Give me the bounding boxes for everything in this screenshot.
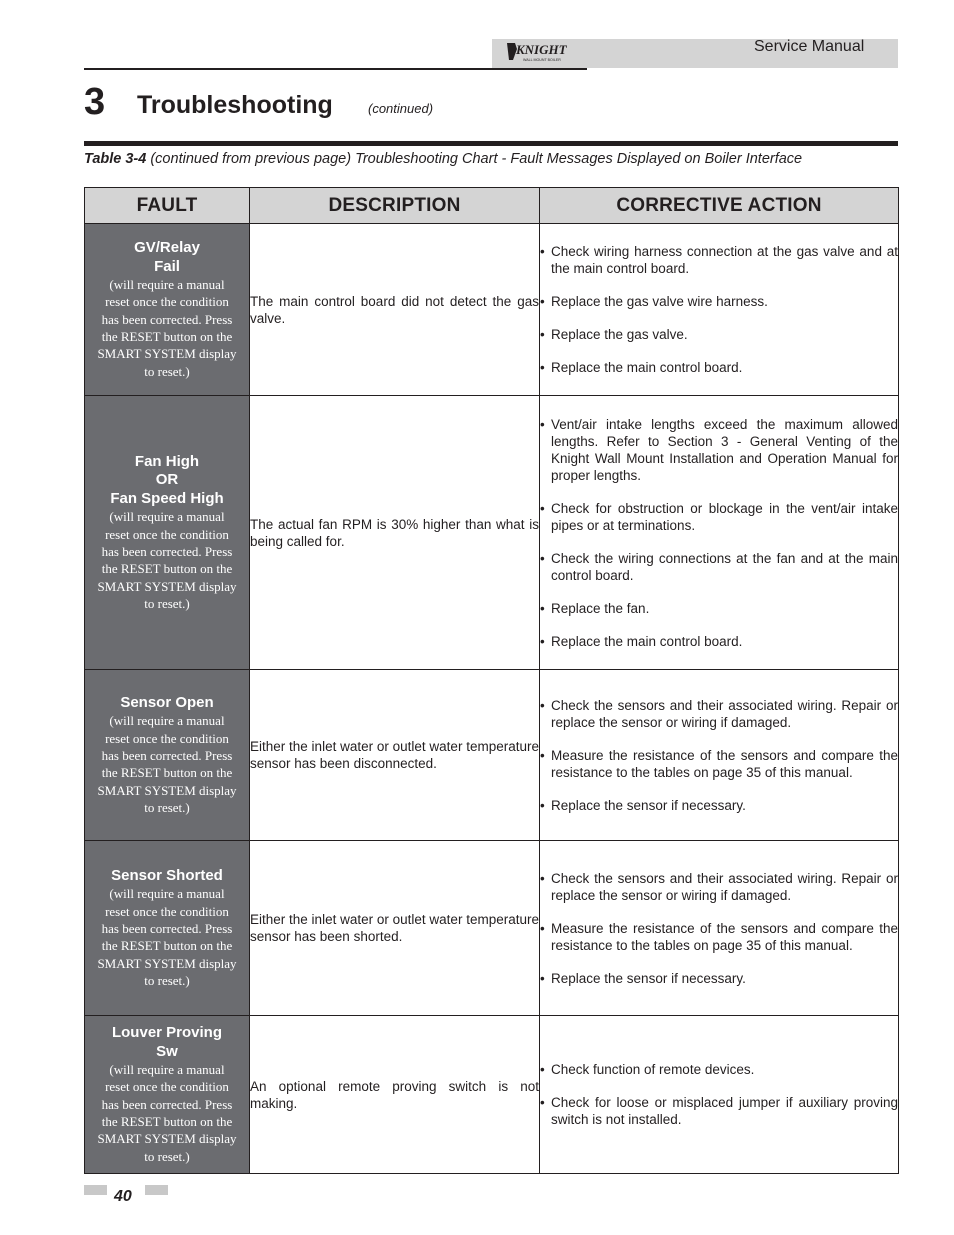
action-list — [540, 243, 898, 376]
fault-cell — [85, 1016, 250, 1174]
fault-note: to reset.) — [144, 799, 190, 815]
fault-note: the RESET button on the — [101, 561, 233, 577]
fault-note: SMART SYSTEM display — [97, 346, 237, 362]
fault-cell — [85, 396, 250, 670]
action-list — [540, 870, 898, 987]
header-rule — [84, 68, 587, 70]
caption-text: (continued from previous page) Troubleshooting Chart - Fault Messages Displayed on Boiler Interface — [146, 151, 803, 167]
action-cell — [540, 1016, 899, 1174]
page-number: 40 — [114, 1188, 132, 1205]
action-cell — [540, 396, 899, 670]
table-row — [85, 841, 899, 1016]
description-cell: Either the inlet water or outlet water temperature sensor has been disconnected. — [250, 670, 540, 841]
action-item: • Replace the fan. — [540, 600, 898, 617]
fault-name: Sw — [156, 1042, 178, 1060]
action-item: • Check wiring harness connection at the gas valve and at the main control board. — [540, 243, 898, 277]
fault-note: has been corrected. Press — [101, 1096, 233, 1112]
action-item: • Measure the resistance of the sensors and compare the resistance to the tables on page 35 of this manual. — [540, 747, 898, 781]
fault-note: to reset.) — [144, 363, 190, 379]
table-row — [85, 396, 899, 670]
description-cell: Either the inlet water or outlet water temperature sensor has been shorted. — [250, 841, 540, 1016]
action-item: • Vent/air intake lengths exceed the maximum allowed lengths. Refer to Section 3 - General Venting of the Knight Wall Mount Installation and Operation Manual for proper lengths. — [540, 416, 898, 484]
fault-note: reset once the condition — [105, 1079, 229, 1095]
section-number: 3 — [84, 81, 106, 123]
table-row — [85, 224, 899, 396]
fault-note: the RESET button on the — [101, 765, 233, 781]
fault-note: the RESET button on the — [101, 938, 233, 954]
fault-cell — [85, 841, 250, 1016]
fault-cell — [85, 670, 250, 841]
fault-note: (will require a manual — [109, 277, 225, 293]
fault-note: to reset.) — [144, 595, 190, 611]
description-cell: The main control board did not detect the gas valve. — [250, 224, 540, 396]
fault-note: to reset.) — [144, 1148, 190, 1164]
fault-name: Sensor Shorted — [111, 866, 223, 884]
fault-note: SMART SYSTEM display — [97, 955, 237, 971]
fault-note: reset once the condition — [105, 526, 229, 542]
fault-note: SMART SYSTEM display — [97, 1131, 237, 1147]
action-cell — [540, 841, 899, 1016]
action-item: • Replace the sensor if necessary. — [540, 797, 898, 814]
section-title: Troubleshooting — [137, 91, 333, 119]
fault-cell — [85, 224, 250, 396]
logo-text: KNIGHT — [516, 42, 567, 57]
fault-note: the RESET button on the — [101, 1114, 233, 1129]
action-item: • Replace the main control board. — [540, 359, 898, 376]
fault-name: Fail — [154, 257, 180, 275]
action-cell — [540, 670, 899, 841]
fault-note: the RESET button on the — [101, 329, 233, 344]
fault-name: OR — [155, 471, 179, 489]
header-corrective-action: CORRECTIVE ACTION — [540, 188, 899, 224]
header-fault: FAULT — [85, 188, 250, 224]
table-caption — [84, 151, 802, 167]
fault-note: has been corrected. Press — [101, 311, 233, 327]
fault-note: (will require a manual — [109, 509, 225, 525]
action-item: • Check for obstruction or blockage in the vent/air intake pipes or at terminations. — [540, 500, 898, 534]
knight-logo — [505, 40, 577, 64]
action-item: • Check the sensors and their associated wiring. Repair or replace the sensor or wiring if damaged. — [540, 697, 898, 731]
action-item: • Replace the sensor if necessary. — [540, 970, 898, 987]
footer-box-left — [84, 1185, 107, 1195]
fault-note: has been corrected. Press — [101, 747, 233, 763]
section-rule — [84, 141, 898, 146]
action-item: • Check function of remote devices. — [540, 1061, 898, 1078]
table-row — [85, 670, 899, 841]
logo-subtext: WALL MOUNT BOILER — [523, 58, 561, 62]
fault-note: (will require a manual — [109, 1062, 225, 1078]
description-cell: The actual fan RPM is 30% higher than what is being called for. — [250, 396, 540, 670]
manual-label: Service Manual — [754, 38, 865, 55]
fault-note: SMART SYSTEM display — [97, 782, 237, 798]
action-list — [540, 1061, 898, 1128]
section-continued: (continued) — [368, 101, 434, 116]
fault-note: reset once the condition — [105, 294, 229, 310]
action-item: • Check the wiring connections at the fan and at the main control board. — [540, 550, 898, 584]
table-id: Table 3-4 — [84, 151, 147, 167]
fault-note: has been corrected. Press — [101, 920, 233, 936]
action-cell — [540, 224, 899, 396]
fault-note: to reset.) — [144, 972, 190, 988]
action-item: • Replace the gas valve. — [540, 326, 898, 343]
fault-name: Fan High — [134, 452, 200, 470]
fault-note: reset once the condition — [105, 903, 229, 919]
header-description: DESCRIPTION — [250, 188, 540, 224]
action-list — [540, 697, 898, 814]
action-item: • Measure the resistance of the sensors and compare the resistance to the tables on page 35 of this manual. — [540, 920, 898, 954]
fault-note: (will require a manual — [109, 713, 225, 729]
fault-name: Fan Speed High — [110, 489, 224, 507]
fault-note: reset once the condition — [105, 730, 229, 746]
action-item: • Check the sensors and their associated wiring. Repair or replace the sensor or wiring if damaged. — [540, 870, 898, 904]
table-row — [85, 1016, 899, 1174]
action-item: • Replace the gas valve wire harness. — [540, 293, 898, 310]
action-item: • Replace the main control board. — [540, 633, 898, 650]
troubleshooting-table — [84, 187, 899, 1174]
fault-note: SMART SYSTEM display — [97, 578, 237, 594]
footer-box-right — [145, 1185, 168, 1195]
fault-note: (will require a manual — [109, 886, 225, 902]
table-header-row — [85, 188, 899, 224]
description-cell: An optional remote proving switch is not making. — [250, 1016, 540, 1174]
fault-name: Louver Proving — [111, 1024, 223, 1042]
fault-note: has been corrected. Press — [101, 543, 233, 559]
fault-name: GV/Relay — [134, 239, 200, 257]
action-item: • Check for loose or misplaced jumper if auxiliary proving switch is not installed. — [540, 1094, 898, 1128]
fault-name: Sensor Open — [120, 693, 214, 711]
action-list — [540, 416, 898, 650]
